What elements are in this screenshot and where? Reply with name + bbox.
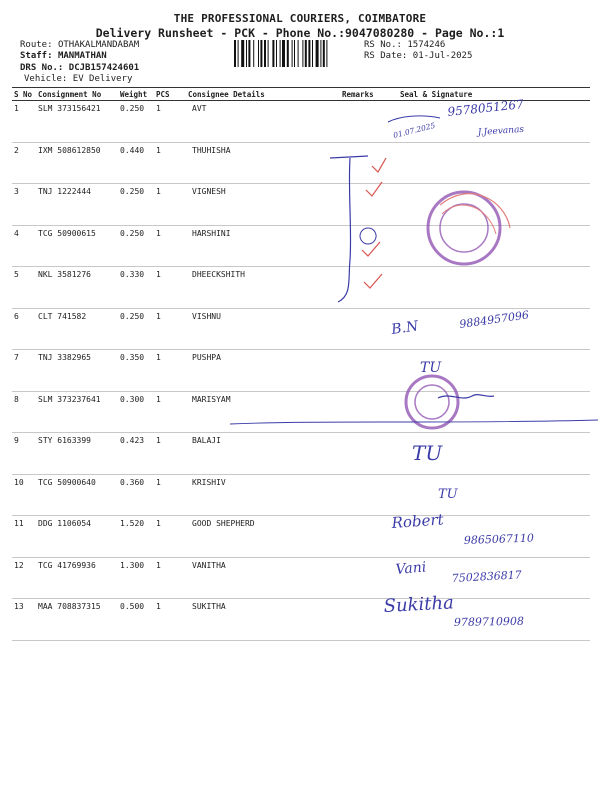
row-consignment-no: IXM 508612850 xyxy=(36,142,118,184)
hw-r1-phone: 9578051267 xyxy=(446,97,525,119)
row-consignee: GOOD SHEPHERD xyxy=(186,516,340,558)
row-weight: 0.250 xyxy=(118,308,154,350)
row-consignment-no: TNJ 1222444 xyxy=(36,184,118,226)
barcode-bar xyxy=(294,40,295,67)
row-consignment-no: MAA 708837315 xyxy=(36,599,118,641)
row-consignee: PUSHPA xyxy=(186,350,340,392)
row-consignee: SUKITHA xyxy=(186,599,340,641)
row-consignment-no: TNJ 3382965 xyxy=(36,350,118,392)
table-row xyxy=(12,308,590,350)
table-row xyxy=(12,433,590,475)
hw-r1-date: 01.07.2025 xyxy=(392,120,437,140)
barcode-bar xyxy=(260,40,262,67)
row-consignee: HARSHINI xyxy=(186,225,340,267)
table-row xyxy=(12,225,590,267)
row-signature xyxy=(380,350,590,392)
row-weight: 0.360 xyxy=(118,474,154,516)
hw-r6-phone: 9884957096 xyxy=(458,308,530,331)
barcode-bar xyxy=(272,40,274,67)
row-sno: 13 xyxy=(12,599,36,641)
drs-line: DRS No.: DCJB157424601 xyxy=(20,63,140,73)
row-signature xyxy=(380,599,590,641)
row-pcs: 1 xyxy=(154,391,186,433)
row-signature xyxy=(380,267,590,309)
barcode-bar xyxy=(320,40,321,67)
row-consignee: VANITHA xyxy=(186,557,340,599)
hw-r1-name: J.Jeevanas xyxy=(477,124,525,138)
row-pcs: 1 xyxy=(154,516,186,558)
rs-no-line: RS No.: 1574246 xyxy=(364,40,446,50)
hw-r12-phone: 7502836817 xyxy=(451,568,523,585)
row-pcs: 1 xyxy=(154,101,186,143)
hw-r13-name: Sukitha xyxy=(383,592,455,617)
row-consignee: THUHISHA xyxy=(186,142,340,184)
table-row xyxy=(12,101,590,143)
col-remarks: Remarks xyxy=(340,88,380,101)
row-pcs: 1 xyxy=(154,267,186,309)
row-pcs: 1 xyxy=(154,557,186,599)
row-consignee: MARISYAM xyxy=(186,391,340,433)
barcode-bar xyxy=(292,40,293,67)
table-row xyxy=(12,557,590,599)
row-pcs: 1 xyxy=(154,433,186,475)
row-sno: 8 xyxy=(12,391,36,433)
row-pcs: 1 xyxy=(154,308,186,350)
hw-r10-initials: TU xyxy=(438,487,458,502)
row-weight: 0.250 xyxy=(118,184,154,226)
row-sno: 6 xyxy=(12,308,36,350)
hw-r12-name: Vani xyxy=(394,559,427,578)
row-pcs: 1 xyxy=(154,474,186,516)
barcode-bar xyxy=(258,40,259,67)
row-weight: 0.330 xyxy=(118,267,154,309)
row-remarks xyxy=(340,184,380,226)
table-row xyxy=(12,391,590,433)
hw-r7-initials: TU xyxy=(420,360,442,376)
row-remarks xyxy=(340,516,380,558)
row-sno: 10 xyxy=(12,474,36,516)
row-remarks xyxy=(340,474,380,516)
row-weight: 0.423 xyxy=(118,433,154,475)
row-remarks xyxy=(340,142,380,184)
barcode-bar xyxy=(280,40,281,67)
row-consignment-no: STY 6163399 xyxy=(36,433,118,475)
company-title: THE PROFESSIONAL COURIERS, COIMBATORE xyxy=(173,12,427,25)
rs-date-line: RS Date: 01-Jul-2025 xyxy=(364,51,473,61)
vehicle-value: EV Delivery xyxy=(72,74,133,84)
row-sno: 12 xyxy=(12,557,36,599)
drs-value: DCJB157424601 xyxy=(68,63,140,73)
row-consignment-no: TCG 50900640 xyxy=(36,474,118,516)
row-weight: 0.250 xyxy=(118,225,154,267)
row-signature xyxy=(380,433,590,475)
row-consignment-no: TCG 50900615 xyxy=(36,225,118,267)
row-consignee: VIGNESH xyxy=(186,184,340,226)
row-signature xyxy=(380,391,590,433)
row-weight: 1.300 xyxy=(118,557,154,599)
table-row xyxy=(12,350,590,392)
row-pcs: 1 xyxy=(154,350,186,392)
row-pcs: 1 xyxy=(154,599,186,641)
barcode-bar xyxy=(276,40,277,67)
barcode-bar xyxy=(316,40,319,67)
rs-date-value: 01-Jul-2025 xyxy=(412,51,473,61)
row-pcs: 1 xyxy=(154,225,186,267)
table-row xyxy=(12,142,590,184)
row-consignee: DHEECKSHITH xyxy=(186,267,340,309)
barcode-bar xyxy=(287,40,289,67)
row-signature xyxy=(380,184,590,226)
row-sno: 2 xyxy=(12,142,36,184)
row-remarks xyxy=(340,350,380,392)
col-sno: S No xyxy=(12,88,36,101)
row-remarks xyxy=(340,101,380,143)
row-consignee: VISHNU xyxy=(186,308,340,350)
row-remarks xyxy=(340,225,380,267)
route-line: Route: OTHAKALMANDABAM xyxy=(20,40,140,50)
row-signature xyxy=(380,516,590,558)
row-pcs: 1 xyxy=(154,184,186,226)
row-consignment-no: SLM 373156421 xyxy=(36,101,118,143)
row-consignment-no: TCG 41769936 xyxy=(36,557,118,599)
barcode-bar xyxy=(268,40,269,67)
barcode-bar xyxy=(323,40,325,67)
runsheet-table xyxy=(12,87,590,641)
row-signature xyxy=(380,474,590,516)
staff-value: MANMATHAN xyxy=(57,51,107,61)
row-consignment-no: DDG 1106054 xyxy=(36,516,118,558)
row-sno: 9 xyxy=(12,433,36,475)
row-weight: 1.520 xyxy=(118,516,154,558)
barcode-bar xyxy=(302,40,303,67)
row-sno: 4 xyxy=(12,225,36,267)
row-weight: 0.250 xyxy=(118,101,154,143)
hw-r11-name: Robert xyxy=(391,510,445,532)
hw-r9-initials: TU xyxy=(412,441,443,465)
vehicle-line: Vehicle: EV Delivery xyxy=(24,74,133,84)
row-remarks xyxy=(340,557,380,599)
row-sno: 1 xyxy=(12,101,36,143)
barcode-bar xyxy=(305,40,307,67)
row-signature xyxy=(380,142,590,184)
row-pcs: 1 xyxy=(154,142,186,184)
row-remarks xyxy=(340,308,380,350)
row-sno: 3 xyxy=(12,184,36,226)
table-row xyxy=(12,474,590,516)
row-consignee: BALAJI xyxy=(186,433,340,475)
barcode-bar xyxy=(326,40,327,67)
barcode xyxy=(234,40,358,67)
row-remarks xyxy=(340,599,380,641)
row-remarks xyxy=(340,391,380,433)
col-consignment: Consignment No xyxy=(36,88,118,101)
row-consignee: KRISHIV xyxy=(186,474,340,516)
row-remarks xyxy=(340,433,380,475)
row-sno: 7 xyxy=(12,350,36,392)
col-weight: Weight xyxy=(118,88,154,101)
hw-r13-phone: 9789710908 xyxy=(453,614,525,629)
col-pcs: PCS xyxy=(154,88,186,101)
barcode-bar xyxy=(282,40,285,67)
barcode-bar xyxy=(241,40,244,67)
staff-line: Staff: MANMATHAN xyxy=(20,51,107,61)
row-weight: 0.440 xyxy=(118,142,154,184)
rs-no-value: 1574246 xyxy=(407,40,446,50)
row-weight: 0.350 xyxy=(118,350,154,392)
row-signature xyxy=(380,101,590,143)
row-sno: 11 xyxy=(12,516,36,558)
runsheet-title: Delivery Runsheet - PCK - Phone No.:9047080280 - Page No.:1 xyxy=(95,26,505,40)
table-header-row xyxy=(12,88,590,101)
row-consignee: AVT xyxy=(186,101,340,143)
hw-r6-name: B.N xyxy=(390,318,420,338)
row-remarks xyxy=(340,267,380,309)
table-row xyxy=(12,516,590,558)
table-row xyxy=(12,184,590,226)
row-consignment-no: SLM 373237641 xyxy=(36,391,118,433)
barcode-bar xyxy=(253,40,254,67)
table-row xyxy=(12,267,590,309)
barcode-bar xyxy=(246,40,247,67)
barcode-bar xyxy=(234,40,236,67)
row-signature xyxy=(380,557,590,599)
barcode-bar xyxy=(264,40,266,67)
row-consignment-no: CLT 741582 xyxy=(36,308,118,350)
route-value: OTHAKALMANDABAM xyxy=(57,40,140,50)
table-row xyxy=(12,599,590,641)
row-weight: 0.500 xyxy=(118,599,154,641)
col-consignee: Consignee Details xyxy=(186,88,340,101)
col-signature: Seal & Signature xyxy=(380,88,590,101)
row-weight: 0.300 xyxy=(118,391,154,433)
row-signature xyxy=(380,308,590,350)
barcode-bar xyxy=(238,40,239,67)
row-signature xyxy=(380,225,590,267)
hw-r11-phone: 9865067110 xyxy=(463,531,535,547)
barcode-bar xyxy=(308,40,310,67)
barcode-bar xyxy=(298,40,299,67)
barcode-bar xyxy=(248,40,250,67)
row-consignment-no: NKL 3581276 xyxy=(36,267,118,309)
barcode-bar xyxy=(312,40,313,67)
row-sno: 5 xyxy=(12,267,36,309)
